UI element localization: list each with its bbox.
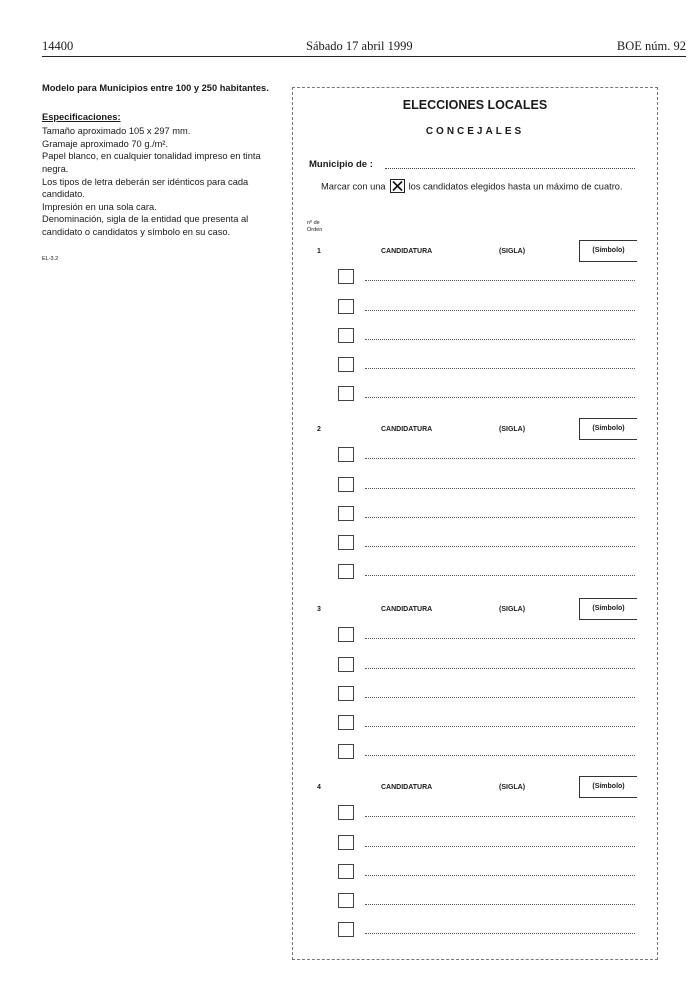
candidate-name-line xyxy=(365,726,635,727)
candidate-checkbox[interactable] xyxy=(338,715,354,730)
candidate-row xyxy=(293,447,657,463)
candidate-name-line xyxy=(365,458,635,459)
candidate-name-line xyxy=(365,904,635,905)
publication-name: BOE núm. 92 xyxy=(616,39,686,53)
candidate-checkbox[interactable] xyxy=(338,657,354,672)
municipio-label: Municipio de : xyxy=(309,159,373,170)
municipio-field[interactable] xyxy=(385,168,635,169)
candidate-name-line xyxy=(365,397,635,398)
candidate-row xyxy=(293,893,657,909)
sigla-label: (SIGLA) xyxy=(499,606,526,613)
candidate-row xyxy=(293,506,657,522)
candidate-checkbox[interactable] xyxy=(338,627,354,642)
page-header xyxy=(42,38,686,57)
candidate-name-line xyxy=(365,816,635,817)
candidature-label: CANDIDATURA xyxy=(381,784,433,791)
candidate-name-line xyxy=(365,310,635,311)
candidate-name-line xyxy=(365,697,635,698)
candidate-checkbox[interactable] xyxy=(338,535,354,550)
candidate-row xyxy=(293,835,657,851)
candidate-row xyxy=(293,922,657,938)
candidate-row xyxy=(293,357,657,373)
candidate-row xyxy=(293,386,657,402)
candidate-row xyxy=(293,686,657,702)
candidate-checkbox[interactable] xyxy=(338,269,354,284)
candidate-row xyxy=(293,328,657,344)
candidate-row xyxy=(293,744,657,760)
publication-date: Sábado 17 abril 1999 xyxy=(306,39,413,53)
candidate-checkbox[interactable] xyxy=(338,893,354,908)
spec-line: Gramaje aproximado 70 g./m². xyxy=(42,138,169,149)
candidate-row xyxy=(293,715,657,731)
instruction-after: los candidatos elegidos hasta un máximo de cuatro. xyxy=(408,181,623,192)
sigla-label: (SIGLA) xyxy=(499,784,526,791)
ballot-instruction xyxy=(321,180,641,194)
orden-label: nº de Orden xyxy=(307,220,323,233)
candidate-checkbox[interactable] xyxy=(338,864,354,879)
candidate-row xyxy=(293,299,657,315)
candidate-row xyxy=(293,805,657,821)
ballot-title: ELECCIONES LOCALES xyxy=(402,98,548,112)
symbol-box: (Símbolo) xyxy=(579,240,637,262)
spec-line: Impresión en una sola cara. xyxy=(42,201,157,212)
candidature-group xyxy=(293,784,657,954)
candidate-name-line xyxy=(365,517,635,518)
candidate-name-line xyxy=(365,575,635,576)
candidature-label: CANDIDATURA xyxy=(381,248,433,255)
candidature-group xyxy=(293,606,657,776)
sigla-label: (SIGLA) xyxy=(499,426,526,433)
spec-line: Los tipos de letra deberán ser idénticos para cada candidato. xyxy=(42,176,249,200)
candidature-number: 4 xyxy=(317,784,321,791)
candidate-row xyxy=(293,535,657,551)
model-code: EL-3.2 xyxy=(42,255,59,262)
candidate-checkbox[interactable] xyxy=(338,805,354,820)
candidature-group xyxy=(293,248,657,418)
candidate-row xyxy=(293,657,657,673)
symbol-box: (Símbolo) xyxy=(579,418,637,440)
spec-line: Papel blanco, en cualquier tonalidad impreso en tinta negra. xyxy=(42,151,261,174)
spec-line: Tamaño aproximado 105 x 297 mm. xyxy=(42,126,191,137)
candidate-checkbox[interactable] xyxy=(338,744,354,759)
spec-line: Denominación, sigla de la entidad que presenta al candidato o candidatos y símbolo en su caso. xyxy=(42,214,249,237)
candidate-name-line xyxy=(365,339,635,340)
candidate-checkbox[interactable] xyxy=(338,386,354,401)
candidate-checkbox[interactable] xyxy=(338,506,354,521)
ballot-form xyxy=(292,87,658,960)
candidate-checkbox[interactable] xyxy=(338,835,354,850)
candidature-group xyxy=(293,426,657,596)
candidate-row xyxy=(293,627,657,643)
ballot-subtitle: CONCEJALES xyxy=(425,126,525,137)
model-title: Modelo para Municipios entre 100 y 250 habitantes. xyxy=(42,83,269,93)
candidate-checkbox[interactable] xyxy=(338,447,354,462)
page-number: 14400 xyxy=(42,39,74,53)
sigla-label: (SIGLA) xyxy=(499,248,526,255)
instruction-before: Marcar con una xyxy=(321,181,386,192)
candidate-name-line xyxy=(365,755,635,756)
candidate-name-line xyxy=(365,668,635,669)
candidate-checkbox[interactable] xyxy=(338,686,354,701)
candidate-name-line xyxy=(365,638,635,639)
candidate-checkbox[interactable] xyxy=(338,328,354,343)
candidate-name-line xyxy=(365,368,635,369)
candidate-row xyxy=(293,564,657,580)
candidature-label: CANDIDATURA xyxy=(381,606,433,613)
candidate-checkbox[interactable] xyxy=(338,357,354,372)
specifications-heading: Especificaciones: xyxy=(42,111,121,122)
candidature-number: 3 xyxy=(317,606,321,613)
candidate-name-line xyxy=(365,875,635,876)
candidate-checkbox[interactable] xyxy=(338,922,354,937)
candidate-name-line xyxy=(365,933,635,934)
candidate-name-line xyxy=(365,846,635,847)
candidature-label: CANDIDATURA xyxy=(381,426,433,433)
candidate-checkbox[interactable] xyxy=(338,564,354,579)
symbol-box: (Símbolo) xyxy=(579,598,637,620)
candidate-name-line xyxy=(365,546,635,547)
candidate-name-line xyxy=(365,488,635,489)
symbol-box: (Símbolo) xyxy=(579,776,637,798)
candidate-row xyxy=(293,477,657,493)
candidate-checkbox[interactable] xyxy=(338,477,354,492)
candidate-checkbox[interactable] xyxy=(338,299,354,314)
candidature-number: 2 xyxy=(317,426,321,433)
specifications-column xyxy=(42,82,282,271)
candidate-name-line xyxy=(365,280,635,281)
x-mark-icon xyxy=(390,179,405,193)
candidate-row xyxy=(293,864,657,880)
candidate-row xyxy=(293,269,657,285)
candidature-number: 1 xyxy=(317,248,321,255)
